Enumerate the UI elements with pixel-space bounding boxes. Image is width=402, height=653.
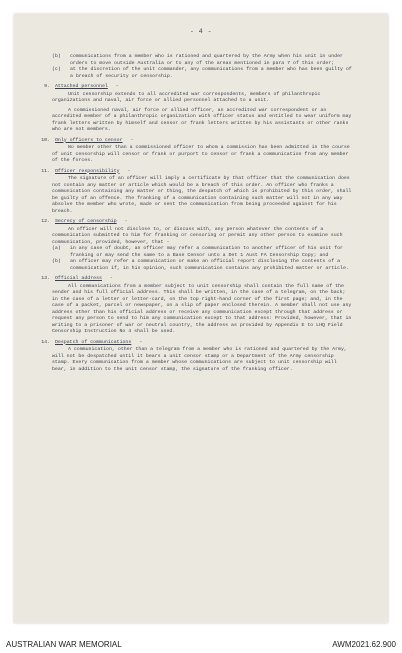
document-page	[14, 14, 388, 623]
paragraph: Unit censorship extends to all accredited war correspondents, members of philanthropic organizations and naval, air force or allied personnel attached to a unit.	[52, 91, 321, 103]
section-despatch-of-communications	[41, 339, 352, 374]
section-title: Officer responsibility	[55, 168, 120, 174]
section-heading: 12. Secrecy of censorship -	[52, 219, 352, 226]
section-title: Despatch of communications	[55, 339, 132, 345]
paragraph: The signature of an officer will imply a certificate by that officer that the communication does not contain any matter or article which would be a breach of this order. An officer who franks a communication containing any matter or thing, the despatch of which is prohibited by this order, shall be guilty of an offence. The franking of a communication containing such matter will not in any way absolve the member who wrote, made or sent the communication from being proceeded against for his breach.	[52, 176, 352, 214]
section-title: Official address	[55, 276, 102, 281]
sub-item-a	[52, 246, 352, 259]
footer-accession-number: AWM2021.62.900	[332, 640, 396, 649]
section-official-address	[41, 276, 352, 336]
section-number: 14.	[41, 339, 50, 345]
section-attached-personnel	[44, 84, 352, 134]
section-officer-responsibility	[41, 168, 352, 216]
section-only-officers-to-censor	[41, 137, 352, 165]
item-label: (b)	[52, 54, 61, 59]
section-number: 9.	[44, 84, 50, 89]
section-heading: 11. Officer responsibility -	[52, 169, 352, 176]
section-heading: 10. Only officers to censor -	[52, 138, 352, 145]
section-number: 10.	[41, 137, 50, 143]
footer-source: AUSTRALIAN WAR MEMORIAL	[6, 640, 122, 649]
section-number: 13.	[41, 276, 50, 281]
section-heading: 13. Official address -	[52, 276, 352, 283]
page-number: - 4 -	[189, 28, 212, 35]
paragraph: A commissioned naval, air force or allied officer, an accredited war correspondent or an accredited member of a philanthropic organization with officer status and entitled to wear uniform may frank letters written by himself and censor or frank letters written by his assistants or other ranks who are not members.	[52, 107, 352, 132]
item-label: (a)	[52, 246, 61, 251]
paragraph: A communication, other than a telegram from a member who is rationed and quartered by the Army, will not be despatched until it bears a unit censor stamp or a Department of the Army censorship stamp. Every communication from a member whose communications are subject to unit censorship will bear, in addition to the unit censor stamp, the signature of the franking officer.	[52, 347, 347, 372]
section-title: Only officers to censor	[55, 137, 123, 143]
section-number: 12.	[41, 219, 50, 224]
item-text: an officer may refer a communication or make an official report disclosing the contents of a communication if, in his opinion, such communication contains any prohibited matter or article.	[70, 259, 349, 271]
item-text: in any case of doubt, an officer may refer a communication to another officer of his unit for franking or may send the same to a Base Censor unto a Det 1 Aust FA Censorship Copy; and	[70, 246, 343, 258]
item-label: (c)	[52, 67, 61, 72]
sub-item-b	[52, 259, 352, 272]
paragraph: All communications from a member subject to unit censorship shall contain the full name of the sender and his full official address. This shall be written, in the case of a telegram, on the back; in the case of a letter or letter-card, on the top right-hand corner of the first page; and, in the case of a packet, parcel or newspaper, on a slip of paper enclosed therein. A member shall not use any address other than his official address or receive any communication except through that address or request any person to send to him any communication except to that address: Provided, however, that in writing to a prisoner of war or neutral country, the address as provided by Appendix E to LHQ Field Censorship Instruction No 4 shall be used.	[52, 283, 352, 334]
item-text: communications from a member who is rationed and quartered by the Army when his unit in under orders to move outside Australia or to any of the areas mentioned in para 7 of this order;	[70, 54, 343, 66]
section-title: Secrecy of censorship	[55, 219, 117, 224]
intro-items	[52, 54, 352, 80]
footer	[0, 640, 402, 649]
section-number: 11.	[41, 168, 50, 174]
paragraph: An officer will not disclose to, or discuss with, any person whatever the contents of a communication submitted to him for franking or censoring or permit any other person to examine such communication, provided, however, that -	[52, 226, 343, 245]
section-heading: 14. Despatch of communications -	[52, 340, 352, 347]
paragraph: No member other than a commissioned officer to whom a commission has been admitted in the course of unit censorship will censor or frank or purport to censor or frank a communication from any member of the forces.	[52, 145, 350, 163]
section-secrecy-of-censorship	[41, 219, 352, 272]
intro-item-b	[52, 54, 352, 67]
item-text: at the discretion of the unit commander, any communications from a member who has been guilty of a breach of security or censorship.	[70, 67, 352, 79]
intro-item-c	[52, 67, 352, 80]
document-body	[41, 54, 352, 373]
section-title: Attached personnel	[55, 84, 108, 89]
item-label: (b)	[52, 259, 61, 264]
section-heading: 9. Attached personnel -	[52, 84, 352, 91]
